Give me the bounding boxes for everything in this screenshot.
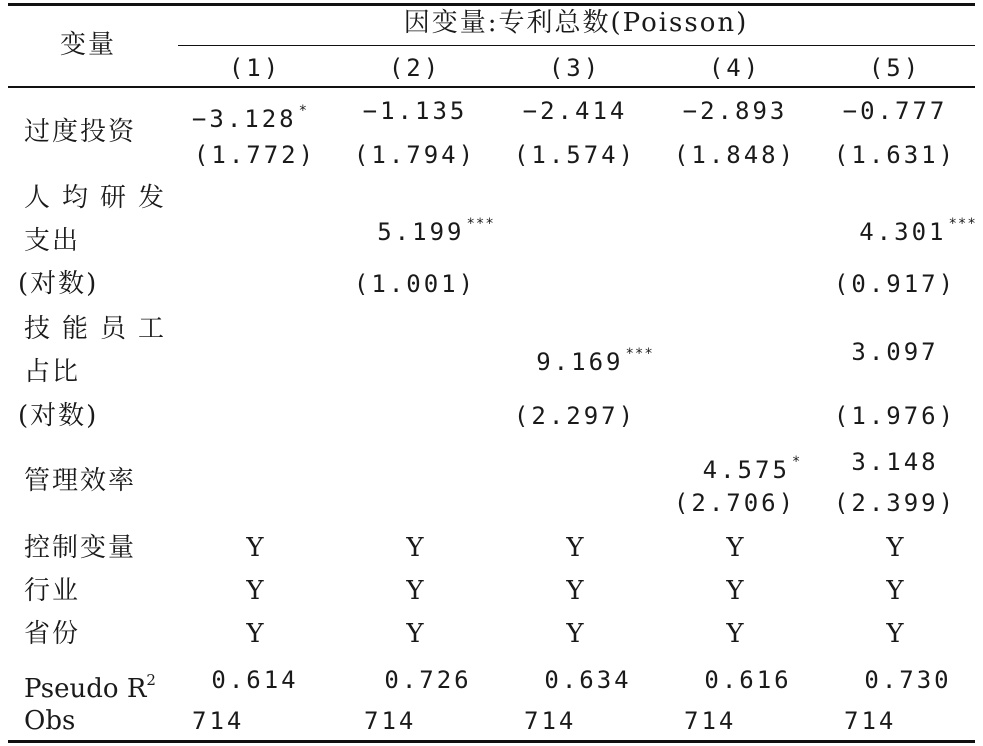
pseudo-r2-1: 0.614 bbox=[211, 666, 299, 694]
se-skill-5: (1.976) bbox=[833, 402, 957, 430]
column-header-1: (1) bbox=[228, 54, 282, 82]
header-bottom-rule bbox=[8, 86, 975, 88]
se-mgmt-5: (2.399) bbox=[833, 489, 957, 517]
industry-2: Y bbox=[406, 576, 424, 606]
significance-stars: * bbox=[298, 103, 309, 119]
obs-1: 714 bbox=[192, 707, 245, 735]
se-rd-5: (0.917) bbox=[833, 270, 957, 298]
superscript-2: 2 bbox=[146, 671, 156, 689]
column-header-5: (5) bbox=[868, 54, 922, 82]
row-label-overinvestment: 过度投资 bbox=[24, 117, 137, 147]
pseudo-r2-5: 0.730 bbox=[864, 666, 952, 694]
coef-rd-5: 4.301 *** bbox=[859, 216, 977, 246]
province-3: Y bbox=[566, 619, 584, 649]
coef-mgmt-5: 3.148 bbox=[851, 448, 939, 476]
row-label-skill-line3: (对数) bbox=[18, 401, 99, 431]
obs-5: 714 bbox=[844, 707, 897, 735]
se-skill-3: (2.297) bbox=[513, 402, 637, 430]
significance-stars: *** bbox=[625, 346, 654, 362]
coef-overinvest-4: −2.893 bbox=[682, 97, 788, 125]
obs-2: 714 bbox=[364, 707, 417, 735]
group-header-rule bbox=[178, 45, 975, 46]
se-overinvest-1: (1.772) bbox=[193, 141, 317, 169]
pseudo-r2-4: 0.616 bbox=[704, 666, 792, 694]
se-overinvest-4: (1.848) bbox=[673, 141, 797, 169]
coef-mgmt-4: 4.575 * bbox=[702, 454, 802, 484]
significance-stars: * bbox=[791, 454, 802, 470]
coef-rd-2: 5.199 *** bbox=[377, 216, 495, 246]
row-label-skill-line2: 占比 bbox=[24, 357, 81, 387]
pseudo-r2-2: 0.726 bbox=[384, 666, 472, 694]
coef-skill-3: 9.169 *** bbox=[536, 346, 654, 376]
row-label-rd-line3: (对数) bbox=[18, 269, 99, 299]
controls-3: Y bbox=[566, 533, 584, 563]
coef-overinvest-2: −1.135 bbox=[362, 97, 468, 125]
table-top-rule bbox=[8, 3, 975, 6]
se-rd-2: (1.001) bbox=[353, 270, 477, 298]
se-overinvest-5: (1.631) bbox=[833, 141, 957, 169]
pseudo-r2-3: 0.634 bbox=[544, 666, 632, 694]
industry-4: Y bbox=[726, 576, 744, 606]
se-overinvest-2: (1.794) bbox=[353, 141, 477, 169]
row-label-controls: 控制变量 bbox=[24, 533, 137, 563]
province-2: Y bbox=[406, 619, 424, 649]
controls-5: Y bbox=[886, 533, 904, 563]
industry-1: Y bbox=[246, 576, 264, 606]
column-header-3: (3) bbox=[548, 54, 602, 82]
controls-1: Y bbox=[246, 533, 264, 563]
coef-skill-5: 3.097 bbox=[851, 338, 939, 366]
row-label-industry: 行业 bbox=[24, 576, 81, 606]
column-header-2: (2) bbox=[388, 54, 442, 82]
obs-3: 714 bbox=[524, 707, 577, 735]
table-bottom-rule bbox=[8, 740, 975, 743]
row-label-header: 变量 bbox=[60, 30, 117, 60]
row-label-skill-line1: 技能员工 bbox=[24, 314, 177, 344]
row-label-rd-line1: 人均研发 bbox=[24, 183, 177, 213]
dependent-variable-title: 因变量:专利总数(Poisson) bbox=[403, 8, 749, 38]
industry-3: Y bbox=[566, 576, 584, 606]
significance-stars: *** bbox=[948, 216, 977, 232]
coef-overinvest-3: −2.414 bbox=[522, 97, 628, 125]
se-overinvest-3: (1.574) bbox=[513, 141, 637, 169]
coef-overinvest-5: −0.777 bbox=[842, 97, 948, 125]
column-header-4: (4) bbox=[708, 54, 762, 82]
row-label-province: 省份 bbox=[24, 619, 81, 649]
row-label-rd-line2: 支出 bbox=[24, 226, 81, 256]
industry-5: Y bbox=[886, 576, 904, 606]
province-4: Y bbox=[726, 619, 744, 649]
controls-4: Y bbox=[726, 533, 744, 563]
row-label-obs: Obs bbox=[24, 706, 76, 736]
province-5: Y bbox=[886, 619, 904, 649]
significance-stars: *** bbox=[466, 216, 495, 232]
coef-overinvest-1: −3.128 * bbox=[191, 103, 309, 133]
obs-4: 714 bbox=[684, 707, 737, 735]
row-label-management-efficiency: 管理效率 bbox=[24, 466, 137, 496]
row-label-pseudo-r2: Pseudo $R^2$ bbox=[24, 671, 156, 704]
controls-2: Y bbox=[406, 533, 424, 563]
se-mgmt-4: (2.706) bbox=[673, 489, 797, 517]
province-1: Y bbox=[246, 619, 264, 649]
